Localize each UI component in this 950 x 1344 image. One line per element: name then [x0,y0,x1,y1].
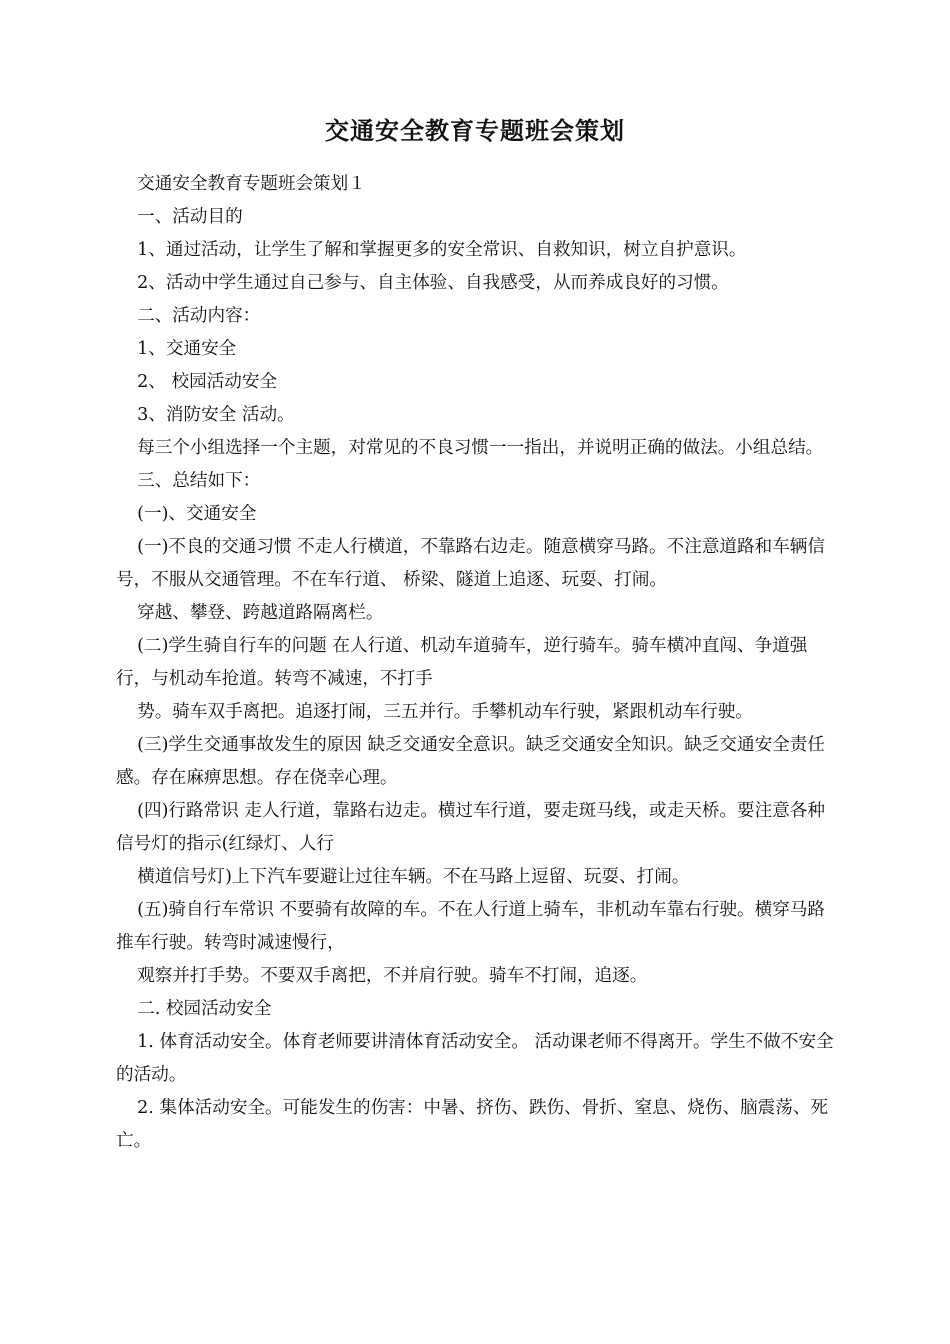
paragraph: 势。骑车双手离把。追逐打闹，三五并行。手攀机动车行驶，紧跟机动车行驶。 [137,702,753,722]
subheading-campus: 二. 校园活动安全 [137,999,272,1019]
paragraph: 3、消防安全 活动。 [137,405,295,425]
paragraph: 1、通过活动，让学生了解和掌握更多的安全常识、自救知识，树立自护意识。 [137,240,747,260]
paragraph: 观察并打手势。不要双手离把，不并肩行驶。骑车不打闹，追逐。 [137,966,648,986]
paragraph: 2. 集体活动安全。可能发生的伤害：中暑、挤伤、跌伤、骨折、窒息、烧伤、脑震荡、死亡。 [116,1098,829,1151]
paragraph: (二)学生骑自行车的问题 在人行道、机动车道骑车，逆行骑车。骑车横冲直闯、争道强行，与机动车抢道。转弯不减速，不打手 [116,636,808,689]
paragraph: 2、 校园活动安全 [137,372,278,392]
paragraph-subtitle: 交通安全教育专题班会策划１ [137,174,366,194]
paragraph: 每三个小组选择一个主题，对常见的不良习惯一一指出，并说明正确的做法。小组总结。 [137,438,824,458]
paragraph: 1、交通安全 [137,339,237,359]
heading-content: 二、活动内容： [137,306,261,326]
paragraph: 2、活动中学生通过自己参与、自主体验、自我感受，从而养成良好的习惯。 [137,273,729,293]
heading-summary: 三、总结如下： [137,471,261,491]
document-title: 交通安全教育专题班会策划 [325,116,625,145]
document-body [116,168,836,1158]
paragraph: (四)行路常识 走人行道，靠路右边走。横过车行道，要走斑马线，或走天桥。要注意各种信号灯的指示(红绿灯、人行 [116,801,825,854]
paragraph: 1. 体育活动安全。体育老师要讲清体育活动安全。 活动课老师不得离开。学生不做不安全的活动。 [116,1032,834,1085]
paragraph: 横道信号灯)上下汽车要避让过往车辆。不在马路上逗留、玩耍、打闹。 [137,867,690,887]
paragraph: (一)不良的交通习惯 不走人行横道，不靠路右边走。随意横穿马路。不注意道路和车辆信号，不服从交通管理。不在车行道、 桥梁、隧道上追逐、玩耍、打闹。 [116,537,825,590]
paragraph: (三)学生交通事故发生的原因 缺乏交通安全意识。缺乏交通安全知识。缺乏交通安全责任感。存在麻痹思想。存在侥幸心理。 [116,735,825,788]
heading-purpose: 一、活动目的 [137,207,243,227]
paragraph: 穿越、攀登、跨越道路隔离栏。 [137,603,384,623]
subheading-traffic: (一)、交通安全 [137,504,257,524]
paragraph: (五)骑自行车常识 不要骑有故障的车。不在人行道上骑车，非机动车靠右行驶。横穿马路推车行驶。转弯时减速慢行， [116,900,825,953]
